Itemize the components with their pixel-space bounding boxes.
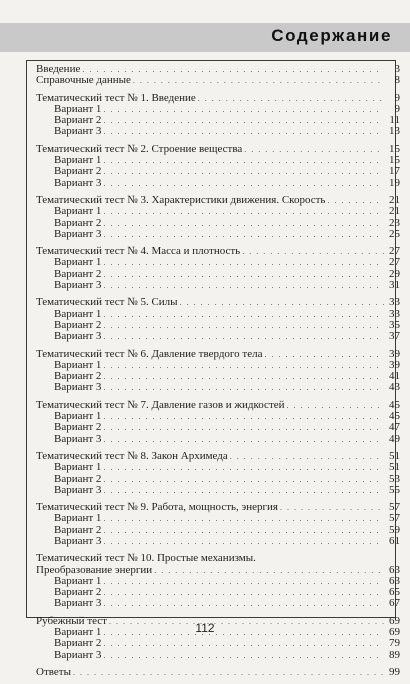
toc-entry-label: Вариант 1 <box>54 205 102 218</box>
toc-page-number: 39 <box>389 347 400 360</box>
toc-entry-label: Вариант 3 <box>54 125 102 138</box>
dot-leader <box>103 576 384 587</box>
toc-page-number: 55 <box>389 483 400 496</box>
toc-entry-label: Рубежный тест <box>36 614 107 627</box>
toc-page-number: 11 <box>389 114 400 127</box>
toc-entry-label: Вариант 3 <box>54 227 102 240</box>
toc-subentry <box>36 536 400 547</box>
toc-group <box>36 349 400 394</box>
toc-page-number: 63 <box>389 574 400 587</box>
toc-group <box>36 667 400 678</box>
dot-leader <box>103 474 384 485</box>
dot-leader <box>73 667 384 678</box>
toc-entry-label: Вариант 1 <box>54 102 102 115</box>
toc-group <box>36 195 400 240</box>
dot-leader <box>133 75 384 86</box>
toc-entry-label: Вариант 2 <box>54 472 102 485</box>
toc-page-number: 45 <box>389 398 400 411</box>
toc-page-number: 37 <box>389 330 400 343</box>
toc-page-number: 33 <box>389 307 400 320</box>
toc-entry-label: Тематический тест № 9. Работа, мощность, энергия <box>36 501 278 514</box>
dot-leader <box>103 536 384 547</box>
dot-leader <box>103 411 384 422</box>
toc-page-number: 35 <box>389 318 400 331</box>
toc-entry-label: Вариант 2 <box>54 114 102 127</box>
toc-page-number: 21 <box>389 205 400 218</box>
toc-page-number: 45 <box>389 410 400 423</box>
toc-entry-label: Вариант 3 <box>54 483 102 496</box>
toc-subentry <box>36 598 400 609</box>
dot-leader <box>103 525 384 536</box>
toc-entry-label: Вариант 1 <box>54 154 102 167</box>
toc-subentry <box>36 485 400 496</box>
toc-entry-label: Вариант 2 <box>54 216 102 229</box>
toc-group <box>36 93 400 138</box>
toc-entry-label: Вариант 3 <box>54 432 102 445</box>
toc-page-number: 33 <box>389 296 400 309</box>
toc-entry-label: Вариант 2 <box>54 586 102 599</box>
toc-group <box>36 553 400 609</box>
toc-entry-label: Вариант 3 <box>54 176 102 189</box>
dot-leader <box>287 400 384 411</box>
toc-page-number: 3 <box>394 63 400 75</box>
dot-leader <box>242 246 384 257</box>
dot-leader <box>103 371 384 382</box>
toc-entry-label: Вариант 1 <box>54 461 102 474</box>
dot-leader <box>103 331 384 342</box>
toc-entry-label: Тематический тест № 10. Простые механизмы. <box>36 552 256 565</box>
toc-page-number: 23 <box>389 216 400 229</box>
toc-entry-label: Тематический тест № 5. Силы <box>36 296 178 309</box>
toc-subentry <box>36 166 400 177</box>
dot-leader <box>103 115 384 126</box>
toc-page-number: 17 <box>389 165 400 178</box>
toc-page-number: 51 <box>389 461 400 474</box>
toc-subentry <box>36 280 400 291</box>
toc-subentry <box>36 206 400 217</box>
toc-entry-label: Вариант 3 <box>54 648 102 661</box>
toc-entry-label: Вариант 3 <box>54 381 102 394</box>
dot-leader <box>103 485 384 496</box>
toc-entry <box>36 667 400 678</box>
toc-entry-label: Вариант 2 <box>54 318 102 331</box>
dot-leader <box>103 650 384 661</box>
toc-page-number: 57 <box>389 512 400 525</box>
dot-leader <box>327 195 384 206</box>
toc-entry-label: Вариант 2 <box>54 267 102 280</box>
dot-leader <box>103 269 384 280</box>
dot-leader <box>103 218 384 229</box>
toc-subentry <box>36 331 400 342</box>
toc-entry-label: Вариант 1 <box>54 626 102 639</box>
toc-entry-label: Тематический тест № 8. Закон Архимеда <box>36 449 228 462</box>
toc-entry-label: Тематический тест № 3. Характеристики движения. Скорость <box>36 193 326 206</box>
toc-page-number: 19 <box>389 176 400 189</box>
toc-entry-label: Вариант 1 <box>54 410 102 423</box>
toc-page-number: 59 <box>389 523 400 536</box>
toc-group <box>36 144 400 189</box>
toc-entry-label: Тематический тест № 6. Давление твердого тела <box>36 347 263 360</box>
toc-page-number: 43 <box>389 381 400 394</box>
toc-entry <box>36 75 400 86</box>
toc-page-number: 41 <box>389 370 400 383</box>
toc-subentry <box>36 382 400 393</box>
toc-subentry <box>36 650 400 661</box>
toc-entry-label: Вариант 1 <box>54 307 102 320</box>
toc-entry-label: Вариант 1 <box>54 256 102 269</box>
toc-page-number: 27 <box>389 256 400 269</box>
toc-entry-label: Вариант 3 <box>54 330 102 343</box>
toc-entry-label: Тематический тест № 2. Строение вещества <box>36 142 243 155</box>
toc-page-number: 65 <box>389 586 400 599</box>
toc-page-number: 8 <box>394 74 400 87</box>
toc-page-number: 29 <box>389 267 400 280</box>
toc-page-number: 63 <box>389 563 400 576</box>
toc-entry-label: Вариант 1 <box>54 512 102 525</box>
toc-page-number: 9 <box>394 91 400 104</box>
toc-entry-label: Введение <box>36 63 81 75</box>
dot-leader <box>103 422 384 433</box>
dot-leader <box>103 382 384 393</box>
toc-entry-label: Вариант 3 <box>54 279 102 292</box>
dot-leader <box>103 598 384 609</box>
dot-leader <box>103 513 384 524</box>
toc-page-number: 31 <box>389 279 400 292</box>
dot-leader <box>103 280 384 291</box>
toc-entry-label: Справочные данные <box>36 74 131 87</box>
toc-page-number: 51 <box>389 449 400 462</box>
toc-page-number: 47 <box>389 421 400 434</box>
toc-subentry <box>36 229 400 240</box>
dot-leader <box>103 462 384 473</box>
page-number: 112 <box>195 621 215 635</box>
toc-group <box>36 451 400 496</box>
dot-leader <box>244 144 384 155</box>
toc-entry-label: Вариант 2 <box>54 370 102 383</box>
toc-page-number: 61 <box>389 534 400 547</box>
toc-subentry <box>36 422 400 433</box>
dot-leader <box>103 638 384 649</box>
dot-leader <box>103 434 384 445</box>
dot-leader <box>103 229 384 240</box>
toc-page-number: 53 <box>389 472 400 485</box>
toc-entry <box>36 553 400 564</box>
dot-leader <box>103 166 384 177</box>
toc-group <box>36 246 400 291</box>
dot-leader <box>103 126 384 137</box>
toc-page-number: 99 <box>389 665 400 678</box>
toc-page-number: 25 <box>389 227 400 240</box>
toc-entry-label: Вариант 2 <box>54 165 102 178</box>
toc-group <box>36 297 400 342</box>
toc-entry-label: Вариант 2 <box>54 421 102 434</box>
toc-page-number: 89 <box>389 648 400 661</box>
toc-group <box>36 502 400 547</box>
dot-leader <box>154 565 384 576</box>
toc-page-number: 39 <box>389 358 400 371</box>
toc-page-number: 69 <box>389 626 400 639</box>
dot-leader <box>103 360 384 371</box>
dot-leader <box>103 206 384 217</box>
toc-entry-label: Вариант 1 <box>54 358 102 371</box>
toc-entry-label: Вариант 3 <box>54 534 102 547</box>
toc-page-number: 79 <box>389 637 400 650</box>
toc-entry-label: Вариант 2 <box>54 523 102 536</box>
dot-leader <box>103 587 384 598</box>
toc-entry-label: Тематический тест № 1. Введение <box>36 91 196 104</box>
toc-entry-label: Ответы <box>36 665 71 678</box>
toc-subentry <box>36 178 400 189</box>
dot-leader <box>103 320 384 331</box>
dot-leader <box>230 451 384 462</box>
toc-page-number: 13 <box>389 125 400 138</box>
toc-entry-label: Тематический тест № 4. Масса и плотность <box>36 245 241 258</box>
toc-page-number: 27 <box>389 245 400 258</box>
toc-entry-label: Вариант 2 <box>54 637 102 650</box>
dot-leader <box>180 297 384 308</box>
toc-page-number: 49 <box>389 432 400 445</box>
toc-entry-label: Вариант 1 <box>54 574 102 587</box>
toc-page-number: 69 <box>389 614 400 627</box>
toc-page-number: 15 <box>389 154 400 167</box>
toc-entry-label: Вариант 3 <box>54 597 102 610</box>
toc-page-number: 57 <box>389 501 400 514</box>
toc-page-number: 15 <box>389 142 400 155</box>
dot-leader <box>103 257 384 268</box>
dot-leader <box>103 309 384 320</box>
toc-page-number: 21 <box>389 193 400 206</box>
dot-leader <box>198 93 384 104</box>
toc-entry-label: Тематический тест № 7. Давление газов и жидкостей <box>36 398 285 411</box>
dot-leader <box>103 155 384 166</box>
toc-entry <box>36 297 400 308</box>
toc-group <box>36 64 400 87</box>
page-title: Содержание <box>271 26 392 45</box>
toc-subentry <box>36 126 400 137</box>
toc-subentry <box>36 462 400 473</box>
toc-group <box>36 400 400 445</box>
dot-leader <box>264 349 384 360</box>
toc-subentry <box>36 434 400 445</box>
toc-entry-label: Преобразование энергии <box>36 563 153 576</box>
toc-page-number: 9 <box>394 102 400 115</box>
toc-page-number: 67 <box>389 597 400 610</box>
dot-leader <box>103 104 384 115</box>
toc-subentry <box>36 513 400 524</box>
table-of-contents <box>36 64 400 684</box>
dot-leader <box>103 178 384 189</box>
toc-subentry <box>36 638 400 649</box>
dot-leader <box>280 502 384 513</box>
